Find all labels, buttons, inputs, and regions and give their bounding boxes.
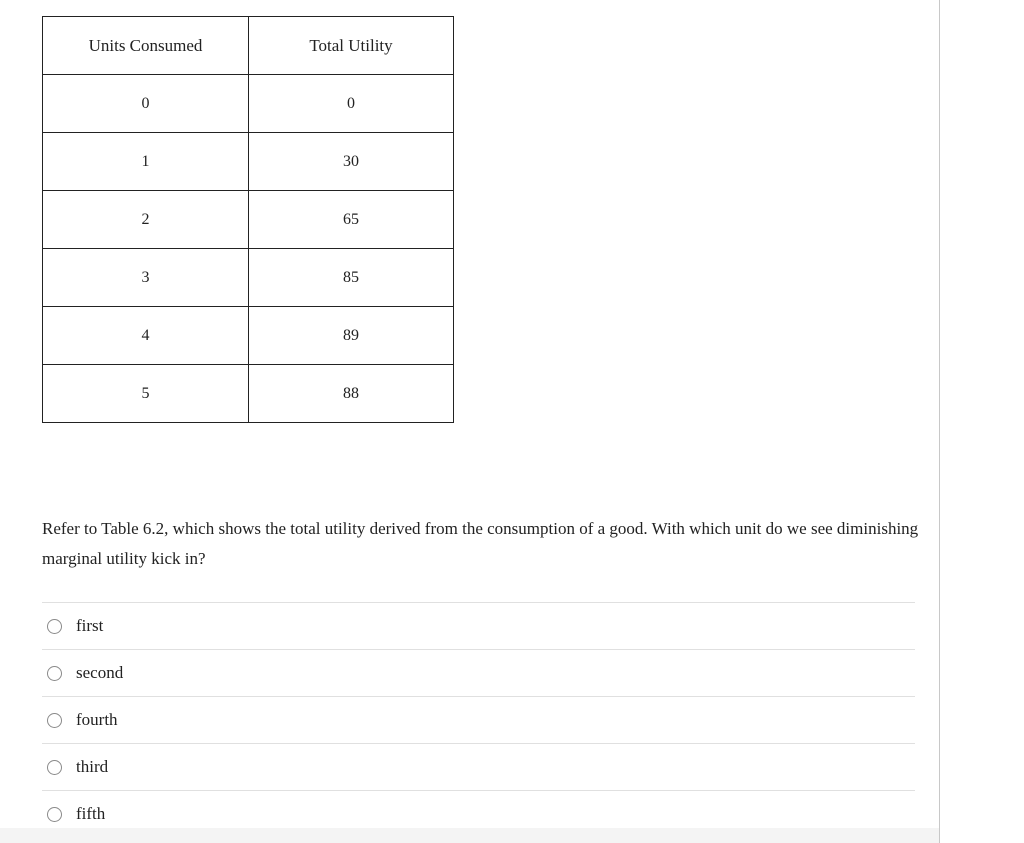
utility-cell: 30 [249,133,454,191]
units-cell: 5 [43,365,249,423]
table-row [43,133,454,191]
units-cell: 1 [43,133,249,191]
table-row [43,365,454,423]
answer-option-first[interactable] [42,603,915,650]
utility-cell: 65 [249,191,454,249]
question-text: Refer to Table 6.2, which shows the total utility derived from the consumption of a good. With which unit do we see diminishing marginal utility kick in? [42,519,919,568]
option-label: fifth [76,804,106,823]
column-header-units: Units Consumed [43,17,249,75]
utility-cell: 88 [249,365,454,423]
table-row [43,191,454,249]
table-header-row [43,17,454,75]
option-label: fourth [76,710,118,729]
radio-button-icon[interactable] [47,807,62,822]
table-row [43,307,454,365]
utility-cell: 89 [249,307,454,365]
page-right-border [939,0,940,843]
answer-option-fourth[interactable] [42,697,915,744]
column-header-utility: Total Utility [249,17,454,75]
answer-option-third[interactable] [42,744,915,791]
units-cell: 3 [43,249,249,307]
radio-button-icon[interactable] [47,666,62,681]
radio-button-icon[interactable] [47,760,62,775]
radio-button-icon[interactable] [47,619,62,634]
option-label: first [76,616,104,635]
utility-cell: 85 [249,249,454,307]
answer-options [42,602,915,838]
option-label: second [76,663,124,682]
answer-option-second[interactable] [42,650,915,697]
utility-cell: 0 [249,75,454,133]
units-cell: 0 [43,75,249,133]
radio-button-icon[interactable] [47,713,62,728]
utility-table [42,16,454,423]
units-cell: 2 [43,191,249,249]
table-row [43,249,454,307]
option-label: third [76,757,109,776]
units-cell: 4 [43,307,249,365]
bottom-shade [0,828,939,843]
table-row [43,75,454,133]
